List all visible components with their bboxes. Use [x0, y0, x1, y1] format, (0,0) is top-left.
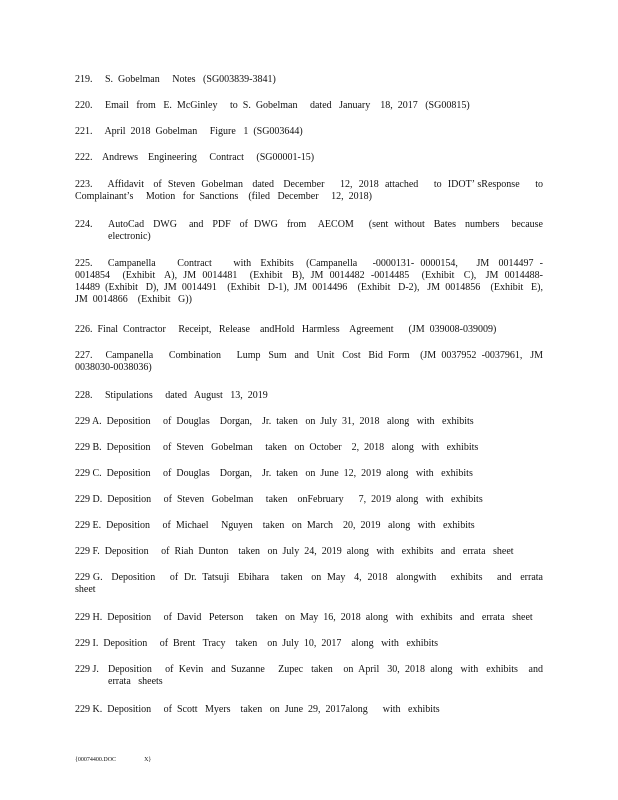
- exhibit-text: 222. Andrews Engineering Contract (SG00001-15): [75, 152, 315, 163]
- exhibit-text: AutoCad DWG and PDF of DWG from AECOM (sent without Bates numbers because electronic): [108, 219, 548, 242]
- exhibit-229j: [75, 664, 551, 688]
- exhibit-229a: [75, 416, 543, 428]
- exhibit-number: 229 J.: [75, 664, 99, 675]
- exhibit-text: 229 G. Deposition of Dr. Tatsuji Ebihara taken on May 4, 2018 alongwith exhibits and errata sheet: [75, 572, 548, 595]
- exhibit-text: 229 F. Deposition of Riah Dunton taken on July 24, 2019 along with exhibits and errata sheet: [75, 546, 514, 557]
- exhibit-text: 227. Campanella Combination Lump Sum and Unit Cost Bid Form (JM 0037952 -0037961, JM 0038030-0038036): [75, 350, 551, 373]
- exhibit-220: [75, 100, 543, 112]
- exhibit-229e: [75, 520, 543, 532]
- exhibit-229i: [75, 638, 543, 650]
- exhibit-text: 229 H. Deposition of David Peterson taken on May 16, 2018 along with exhibits and errata sheet: [75, 612, 533, 623]
- exhibit-text: 229 B. Deposition of Steven Gobelman taken on October 2, 2018 along with exhibits: [75, 442, 479, 453]
- footer-doc-number: {00074400.DOC: [75, 757, 117, 763]
- exhibit-221: [75, 126, 543, 138]
- exhibit-text: 229 C. Deposition of Douglas Dorgan, Jr. taken on June 12, 2019 along with exhibits: [75, 468, 473, 479]
- exhibit-219: [75, 74, 543, 86]
- exhibit-text: 229 K. Deposition of Scott Myers taken on June 29, 2017along with exhibits: [75, 704, 440, 715]
- exhibit-229c: [75, 468, 543, 480]
- footer-doc-id: [75, 754, 151, 766]
- exhibit-222: [75, 152, 543, 164]
- exhibit-text: 229 E. Deposition of Michael Nguyen taken on March 20, 2019 along with exhibits: [75, 520, 475, 531]
- exhibit-224: [75, 219, 548, 243]
- exhibit-number: 224.: [75, 219, 93, 230]
- exhibit-text: 220. Email from E. McGinley to S. Gobelman dated January 18, 2017 (SG00815): [75, 100, 470, 111]
- exhibit-229h: [75, 612, 543, 624]
- exhibit-225: [75, 258, 583, 306]
- exhibit-text: 226. Final Contractor Receipt, Release andHold Harmless Agreement (JM 039008-039009): [75, 324, 497, 335]
- exhibit-text: 229 D. Deposition of Steven Gobelman taken onFebruary 7, 2019 along with exhibits: [75, 494, 483, 505]
- exhibit-text: 229 I. Deposition of Brent Tracy taken on July 10, 2017 along with exhibits: [75, 638, 439, 649]
- exhibit-228: [75, 390, 543, 402]
- exhibit-text: 229 A. Deposition of Douglas Dorgan, Jr. taken on July 31, 2018 along with exhibits: [75, 416, 474, 427]
- exhibit-227: [75, 350, 551, 374]
- exhibit-229k: [75, 704, 543, 716]
- exhibit-229d: [75, 494, 543, 506]
- exhibit-223: [75, 179, 548, 203]
- exhibit-text: Deposition of Kevin and Suzanne Zupec taken on April 30, 2018 along with exhibits and errata sheets: [108, 664, 551, 687]
- exhibit-229b: [75, 442, 543, 454]
- exhibit-229g: [75, 572, 548, 596]
- exhibit-text: 225. Campanella Contract with Exhibits (Campanella -0000131- 0000154, JM 0014497 - 0014854 (Exhibit A), JM 0014481 (Exhibit B), JM 0014482 -0014485 (Exhibit C), JM 0014488- 14489 (Exhibit D), JM 0014491 (Exhibit D-1), JM 0014496 (Exhibit D-2), JM 0014856 (Exhibit E), JM 0014866 (Exhibit G)): [75, 258, 583, 305]
- exhibit-text: 223. Affidavit of Steven Gobelman dated December 12, 2018 attached to IDOT’ sResponse to Complainant’s Motion for Sanctions (filed December 12, 2018): [75, 179, 548, 202]
- exhibit-text: 219. S. Gobelman Notes (SG003839-3841): [75, 74, 276, 85]
- exhibit-226: [75, 324, 543, 336]
- exhibit-text: 228. Stipulations dated August 13, 2019: [75, 390, 268, 401]
- footer-doc-suffix: X}: [144, 757, 152, 763]
- exhibit-229f: [75, 546, 543, 558]
- exhibit-text: 221. April 2018 Gobelman Figure 1 (SG003644): [75, 126, 303, 137]
